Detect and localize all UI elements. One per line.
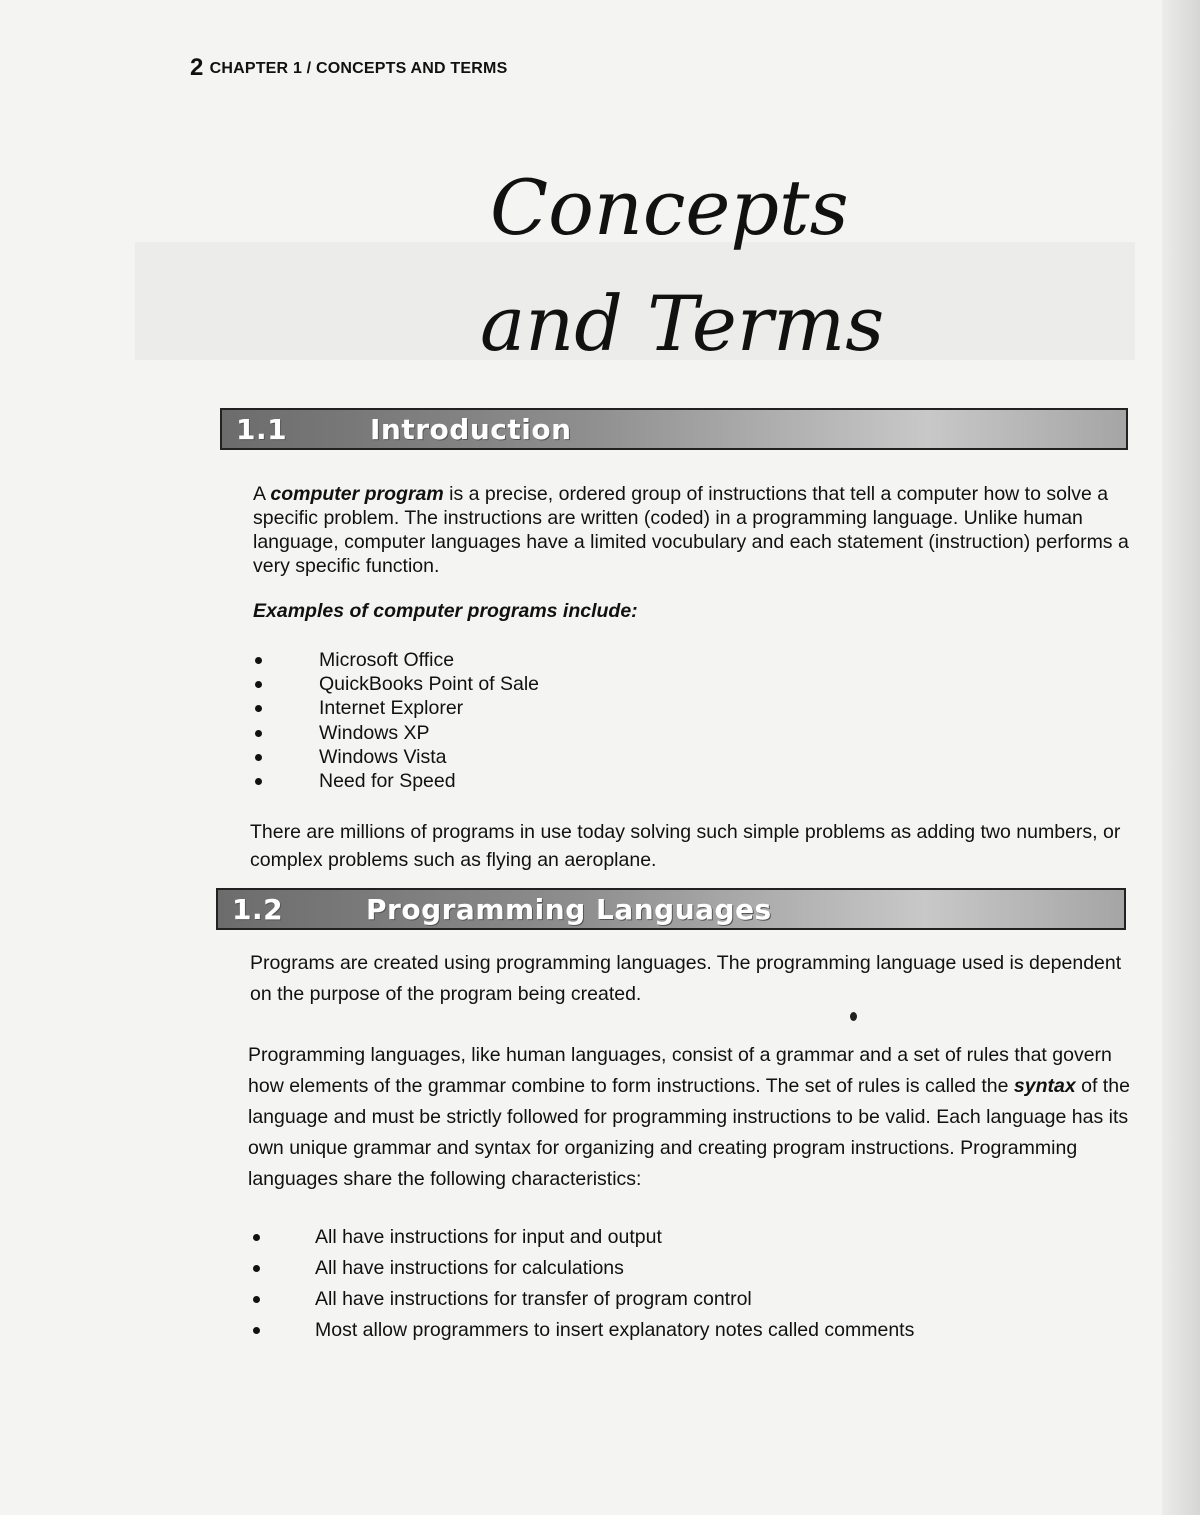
list-item xyxy=(253,696,539,720)
running-title: CHAPTER 1 / CONCEPTS AND TERMS xyxy=(209,60,508,77)
intro-text-start: A xyxy=(253,483,271,505)
bullet-icon xyxy=(253,1327,260,1334)
term-syntax: syntax xyxy=(1013,1075,1076,1097)
section-title: Programming Languages xyxy=(366,893,772,926)
intro-paragraph xyxy=(253,482,1133,578)
list-item-text: Most allow programmers to insert explanatory notes called comments xyxy=(315,1319,915,1341)
list-item-text: All have instructions for calculations xyxy=(315,1257,624,1279)
chapter-title-line1: Concepts xyxy=(490,163,849,252)
bullet-icon xyxy=(255,730,262,737)
term-computer-program: computer program xyxy=(270,483,444,505)
list-item xyxy=(253,721,539,745)
languages-paragraph-1: Programs are created using programming languages. The programming language used is dependent on the purpose of the program being created. xyxy=(250,952,1122,1005)
list-item-text: QuickBooks Point of Sale xyxy=(319,673,540,696)
section-heading-introduction xyxy=(220,408,1128,450)
list-item xyxy=(253,745,539,769)
closing-paragraph: There are millions of programs in use today solving such simple problems as adding two numbers, or complex problems such as flying an aeroplane. xyxy=(250,821,1121,871)
section-number: 1.1 xyxy=(236,413,288,446)
bullet-icon xyxy=(255,754,262,761)
page-number: 2 xyxy=(190,54,204,81)
para2-text-start: Programming languages, like human languages, consist of a grammar and a set of rules that govern how elements of the grammar combine to form instructions. The set of rules is called the xyxy=(248,1044,1112,1097)
bullet-icon xyxy=(255,778,262,785)
list-item xyxy=(248,1315,914,1346)
para2-text-end: of the language and must be strictly followed for programming instructions to be valid. Each language has its own unique grammar and syntax for organizing and creating program instructions. Programming languages share the following characteristics: xyxy=(248,1075,1130,1190)
list-item-text: Windows XP xyxy=(319,721,430,744)
bullet-icon xyxy=(255,681,262,688)
list-item-text: Internet Explorer xyxy=(319,697,464,720)
list-item xyxy=(253,769,539,793)
examples-list xyxy=(253,648,539,793)
chapter-title xyxy=(480,150,900,382)
bullet-icon xyxy=(253,1265,260,1272)
list-item-text: Windows Vista xyxy=(319,745,447,768)
characteristics-list xyxy=(248,1222,914,1346)
list-item xyxy=(253,672,539,696)
bullet-icon xyxy=(255,705,262,712)
examples-heading: Examples of computer programs include: xyxy=(253,600,638,622)
list-item xyxy=(253,648,539,672)
chapter-title-line2: and Terms xyxy=(480,279,885,368)
page-edge-shadow xyxy=(1162,0,1200,1515)
list-item xyxy=(248,1284,914,1315)
section-heading-programming-languages xyxy=(216,888,1126,930)
list-item xyxy=(248,1222,914,1253)
bullet-icon xyxy=(253,1234,260,1241)
list-item-text: Need for Speed xyxy=(319,769,456,792)
scan-speck xyxy=(850,1012,857,1021)
list-item xyxy=(248,1253,914,1284)
list-item-text: Microsoft Office xyxy=(319,649,455,671)
section-number: 1.2 xyxy=(232,893,284,926)
languages-paragraph-2 xyxy=(248,1040,1132,1195)
bullet-icon xyxy=(253,1296,260,1303)
list-item-text: All have instructions for transfer of program control xyxy=(315,1288,752,1310)
bullet-icon xyxy=(255,657,262,664)
running-header xyxy=(190,54,507,82)
section-title: Introduction xyxy=(370,413,572,446)
list-item-text: All have instructions for input and output xyxy=(315,1226,662,1248)
intro-text-end: is a precise, ordered group of instructions that tell a computer how to solve a specific problem. The instructions are written (coded) in a programming language. Unlike human language, computer languages have a limited vocubulary and each statement (instruction) performs a very specific function. xyxy=(253,483,1129,577)
